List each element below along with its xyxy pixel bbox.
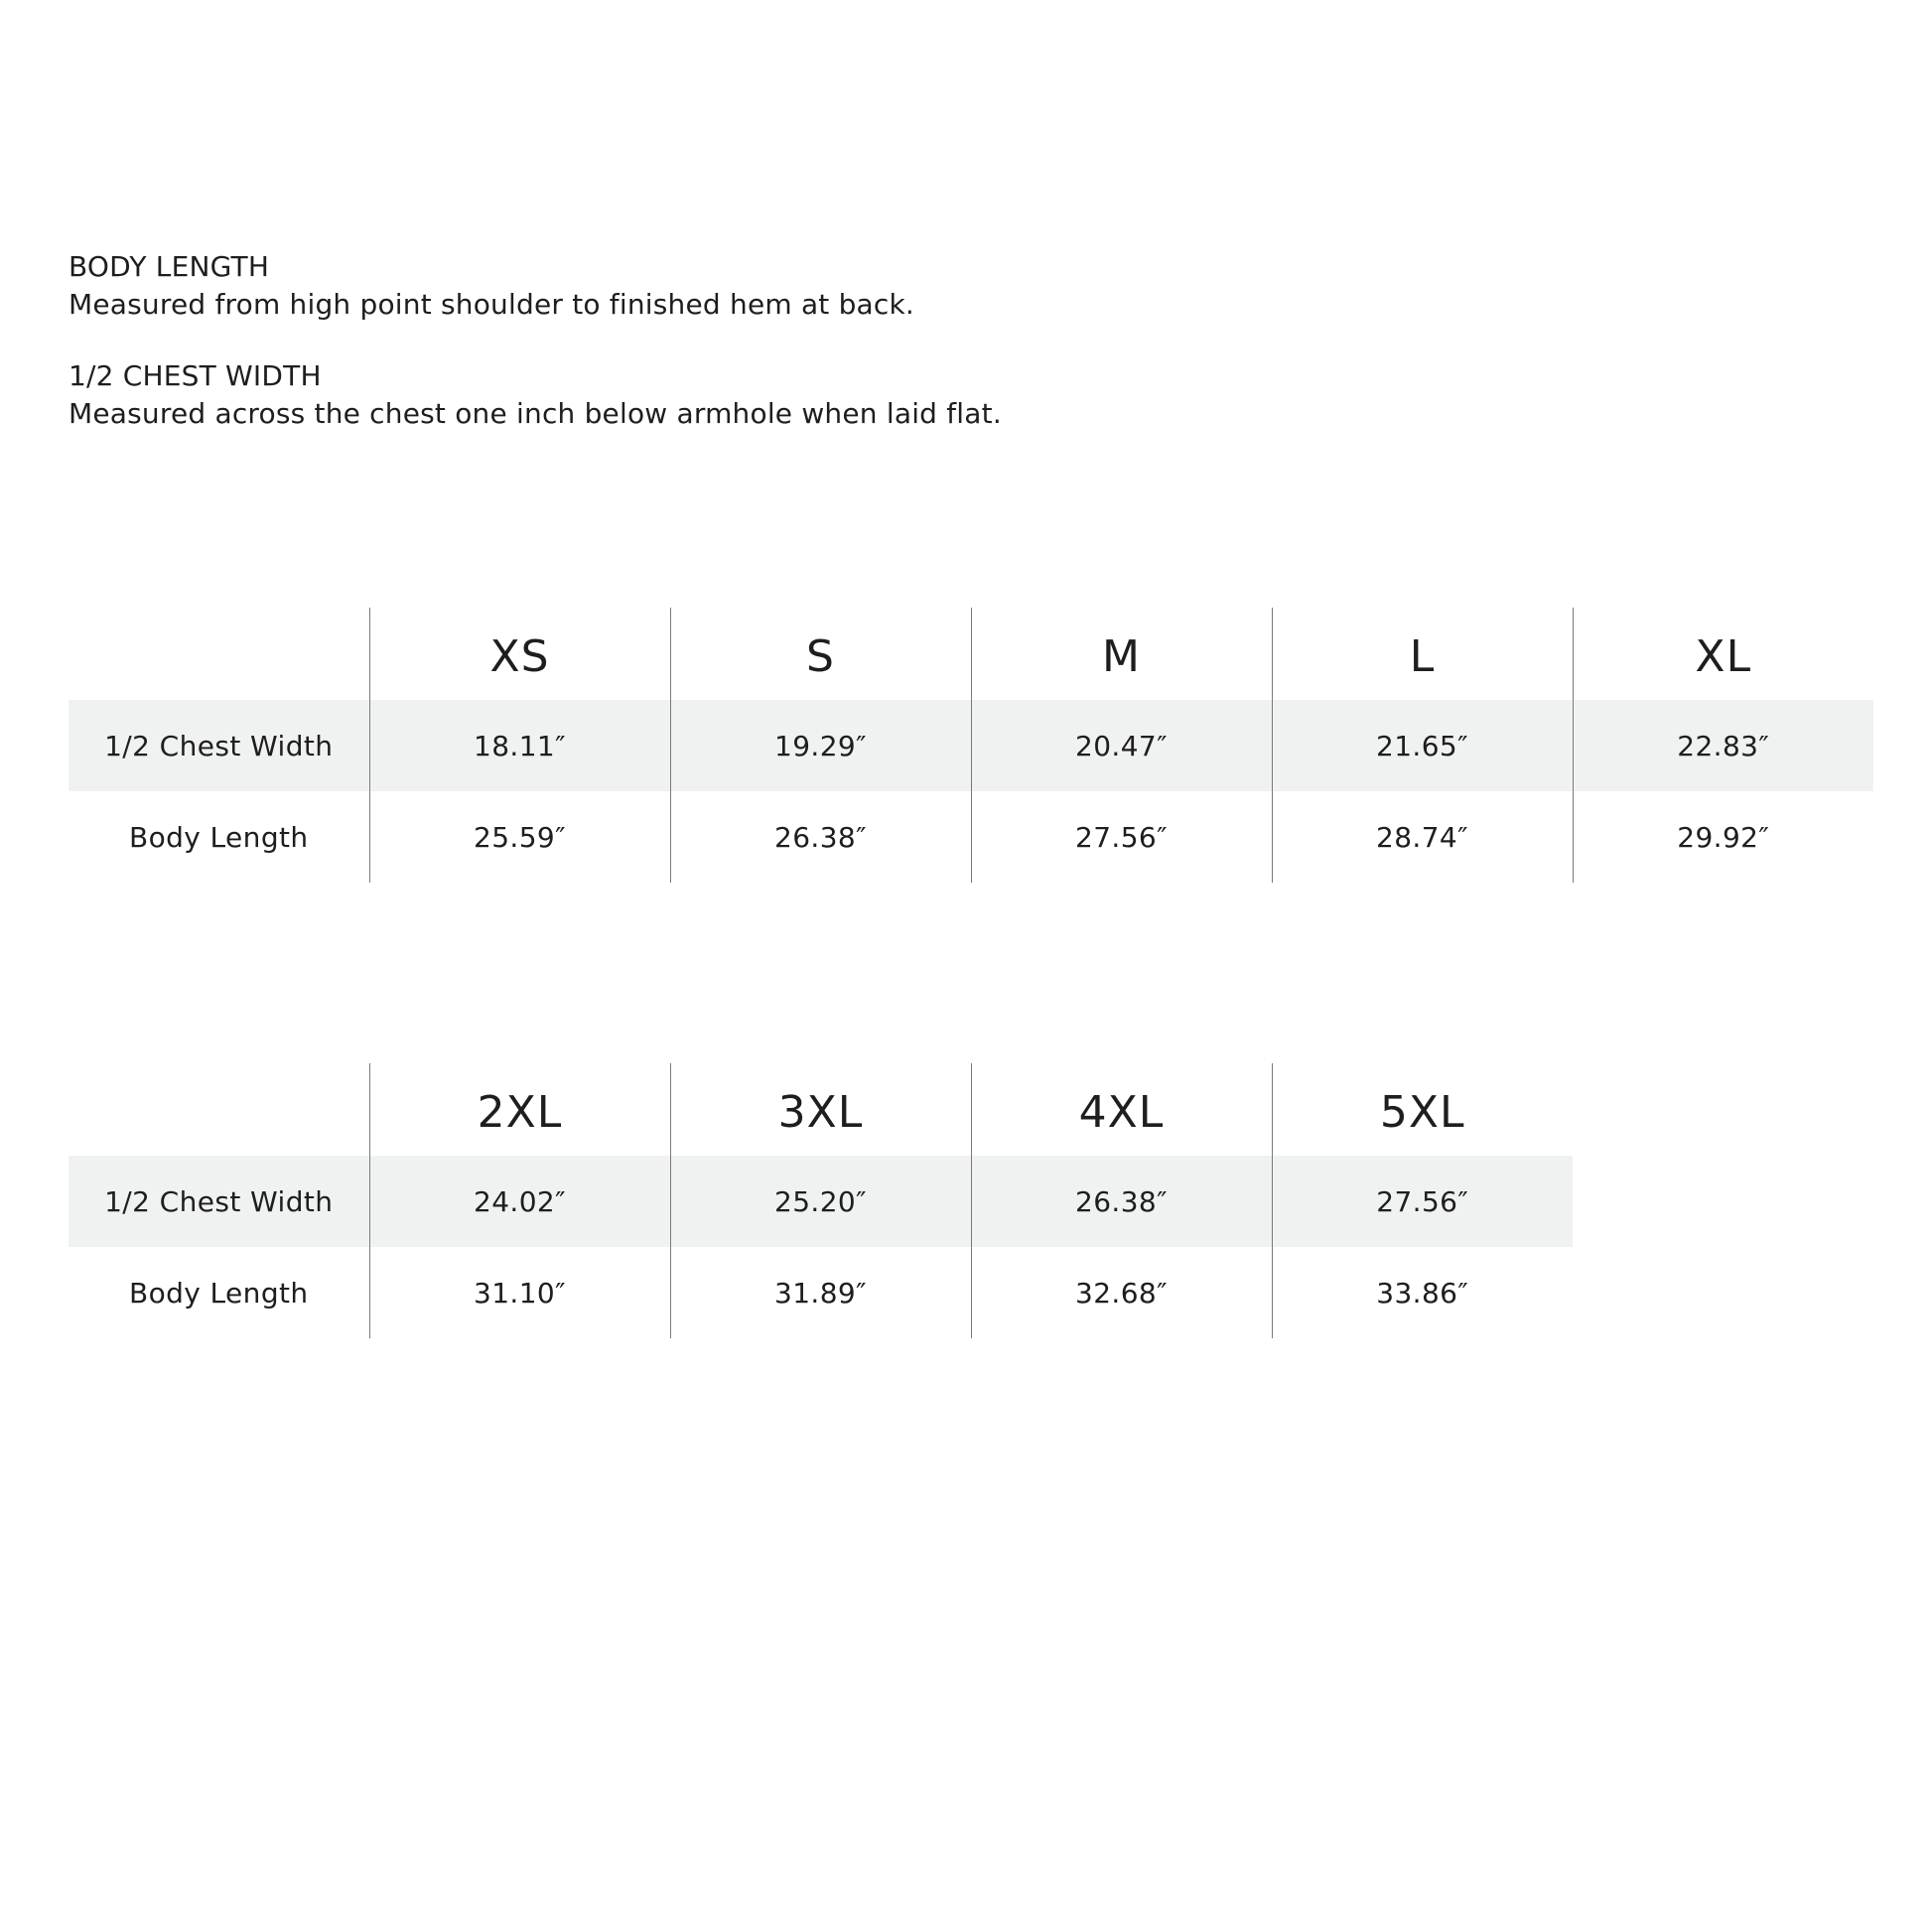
size-header-m: M	[971, 608, 1272, 700]
row-label: Body Length	[128, 1276, 309, 1310]
header-corner-cell	[69, 608, 369, 700]
value-cell: 20.47″	[971, 700, 1272, 791]
size-header-xl: XL	[1573, 608, 1873, 700]
value-cell: 29.92″	[1573, 791, 1873, 883]
size-header-2xl: 2XL	[369, 1063, 670, 1156]
value-cell: 22.83″	[1573, 700, 1873, 791]
value-cell: 26.38″	[670, 791, 971, 883]
value-cell: 27.56″	[1272, 1156, 1573, 1247]
value-cell: 19.29″	[670, 700, 971, 791]
definition-description: Measured across the chest one inch below armhole when laid flat.	[69, 397, 1002, 430]
value-cell: 32.68″	[971, 1247, 1272, 1338]
size-header-5xl: 5XL	[1272, 1063, 1573, 1156]
body-length-row	[69, 1247, 1573, 1338]
value-cell: 28.74″	[1272, 791, 1573, 883]
definition-body-length	[69, 248, 1002, 324]
value-cell: 25.59″	[369, 791, 670, 883]
size-header-row	[69, 1063, 1573, 1156]
value-cell: 21.65″	[1272, 700, 1573, 791]
value-cell: 25.20″	[670, 1156, 971, 1247]
chest-width-row	[69, 700, 1873, 791]
size-chart-table-2	[69, 1063, 1573, 1338]
size-header-3xl: 3XL	[670, 1063, 971, 1156]
measurement-definitions	[69, 248, 1002, 467]
size-header-l: L	[1272, 608, 1573, 700]
size-header-row	[69, 608, 1873, 700]
size-chart-table-1	[69, 608, 1873, 883]
size-header-xs: XS	[369, 608, 670, 700]
value-cell: 24.02″	[369, 1156, 670, 1247]
definition-title: 1/2 CHEST WIDTH	[69, 359, 322, 392]
chest-width-row	[69, 1156, 1573, 1247]
size-header-4xl: 4XL	[971, 1063, 1272, 1156]
definition-chest-width	[69, 357, 1002, 433]
value-cell: 31.10″	[369, 1247, 670, 1338]
size-header-s: S	[670, 608, 971, 700]
definition-title: BODY LENGTH	[69, 250, 270, 283]
value-cell: 33.86″	[1272, 1247, 1573, 1338]
row-label: 1/2 Chest Width	[69, 1156, 369, 1247]
row-label: 1/2 Chest Width	[69, 700, 369, 791]
row-label: Body Length	[128, 820, 309, 854]
value-cell: 18.11″	[369, 700, 670, 791]
value-cell: 26.38″	[971, 1156, 1272, 1247]
value-cell: 31.89″	[670, 1247, 971, 1338]
value-cell: 27.56″	[971, 791, 1272, 883]
body-length-row	[69, 791, 1873, 883]
header-corner-cell	[69, 1063, 369, 1156]
definition-description: Measured from high point shoulder to finished hem at back.	[69, 288, 915, 321]
